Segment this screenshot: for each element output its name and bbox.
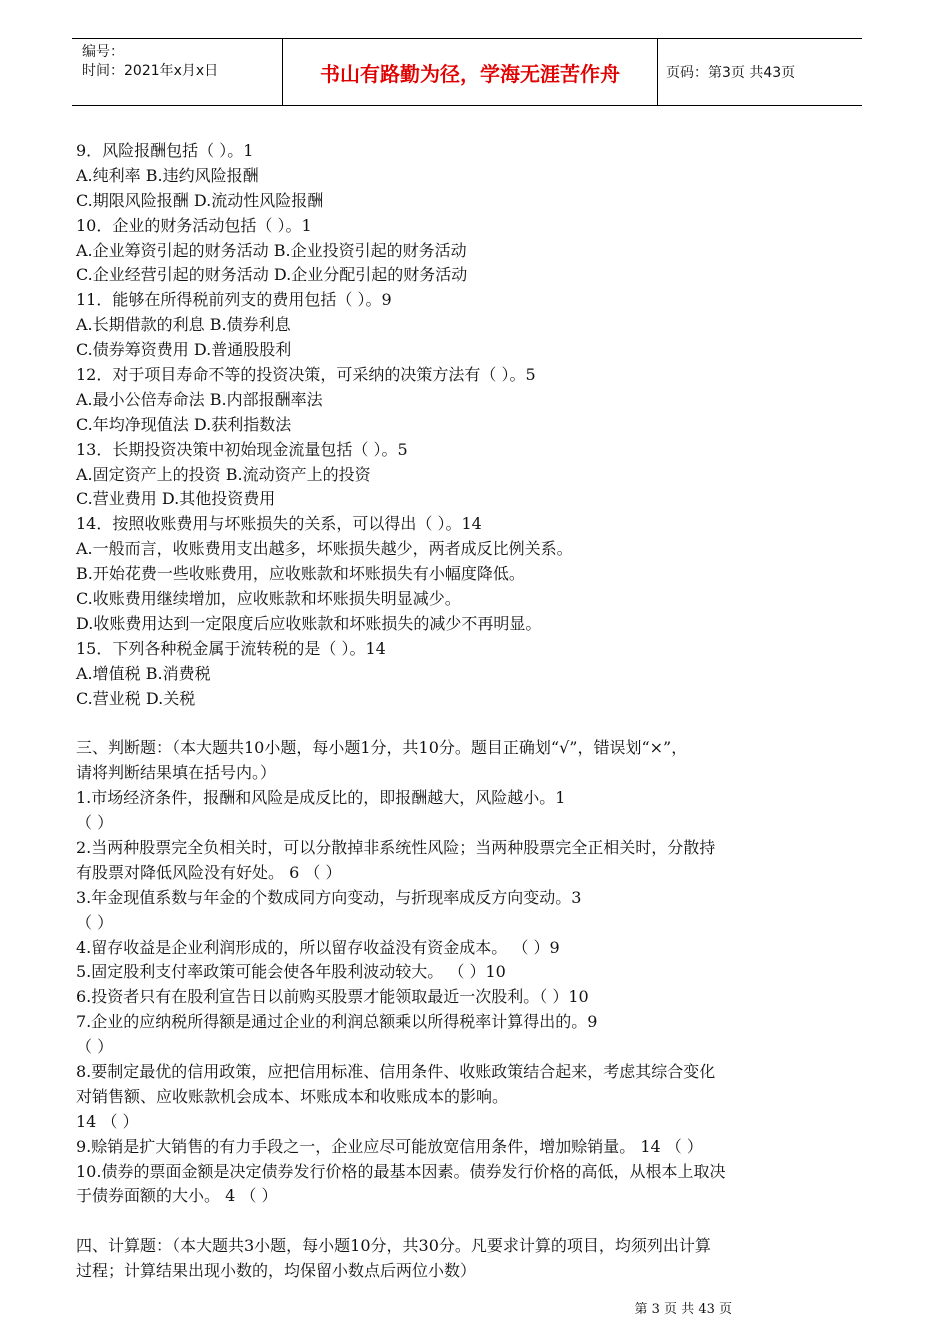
text-line: 11．能够在所得税前列支的费用包括（ ）。9 [76,290,392,310]
text-line: 四、计算题：（本大题共3小题，每小题10分，共30分。凡要求计算的项目，均须列出计算 [76,1236,711,1256]
text-line: （ ） [76,1037,114,1057]
text-line: C.营业税 D.关税 [76,688,196,708]
text-line: C.年均净现值法 D.获利指数法 [76,414,292,434]
text-line: 10．企业的财务活动包括（ ）。1 [76,215,312,235]
text-line: 5.固定股利支付率政策可能会使各年股利波动较大。 （ ）10 [76,962,506,982]
text-line: C.期限风险报酬 D.流动性风险报酬 [76,190,324,210]
text-line: 4.留存收益是企业利润形成的，所以留存收益没有资金成本。 （ ）9 [76,937,560,957]
text-line: A.企业筹资引起的财务活动 B.企业投资引起的财务活动 [76,240,467,260]
text-line: A.长期借款的利息 B.债券利息 [76,315,291,335]
text-line: 三、判断题：（本大题共10小题，每小题1分，共10分。题目正确划“√”，错误划“×”， [76,738,688,758]
text-line: 有股票对降低风险没有好处。 6 （ ） [76,862,342,882]
blank-line [76,711,866,736]
text-line: 9.赊销是扩大销售的有力手段之一，企业应尽可能放宽信用条件，增加赊销量。 14 （ ） [76,1136,703,1156]
text-line: C.债券筹资费用 D.普通股股利 [76,340,292,360]
text-line: 6.投资者只有在股利宣告日以前购买股票才能领取最近一次股利。（ ）10 [76,987,589,1007]
blank-line [76,1209,866,1234]
header-page-info: 页码：第3页 共43页 [666,65,796,81]
text-line: A.最小公倍寿命法 B.内部报酬率法 [76,389,323,409]
text-line: B.开始花费一些收账费用，应收账款和坏账损失有小幅度降低。 [76,564,525,584]
text-line: 9．风险报酬包括（ ）。1 [76,141,254,160]
header-motto: 书山有路勤为径，学海无涯苦作舟 [283,39,658,105]
text-line: 过程；计算结果出现小数的，均保留小数点后两位小数） [76,1261,477,1281]
text-line: C.营业费用 D.其他投资费用 [76,489,276,509]
text-line: 12．对于项目寿命不等的投资决策，可采纳的决策方法有（ ）。5 [76,365,536,385]
text-line: A.一般而言，收账费用支出越多，坏账损失越少，两者成反比例关系。 [76,539,573,559]
text-line: A.纯利率 B.违约风险报酬 [76,165,259,185]
text-line: （ ） [76,813,114,833]
text-line: D.收账费用达到一定限度后应收账款和坏账损失的减少不再明显。 [76,613,542,633]
number-label: 编号： [82,44,124,60]
text-line: 3.年金现值系数与年金的个数成同方向变动，与折现率成反方向变动。3 [76,887,582,907]
text-line: C.企业经营引起的财务活动 D.企业分配引起的财务活动 [76,265,468,285]
text-line: 14．按照收账费用与坏账损失的关系，可以得出（ ）。14 [76,514,482,534]
page-footer: 第 3 页 共 43 页 [634,1302,732,1317]
time-label: 时间：2021年x月x日 [82,63,219,79]
text-line: 请将判断结果填在括号内。） [76,763,277,783]
page-header [72,38,862,106]
document-body [76,139,866,1284]
text-line: 2.当两种股票完全负相关时，可以分散掉非系统性风险；当两种股票完全正相关时，分散持 [76,837,716,857]
text-line: 15．下列各种税金属于流转税的是（ ）。14 [76,638,386,658]
text-line: 10.债券的票面金额是决定债券发行价格的最基本因素。债券发行价格的高低，从根本上取决 [76,1161,726,1181]
text-line: 7.企业的应纳税所得额是通过企业的利润总额乘以所得税率计算得出的。9 [76,1012,598,1032]
text-line: 于债券面额的大小。 4 （ ） [76,1186,278,1206]
text-line: 对销售额、应收账款机会成本、坏账成本和收账成本的影响。 [76,1086,509,1106]
text-line: A.增值税 B.消费税 [76,663,211,683]
text-line: C.收账费用继续增加，应收账款和坏账损失明显减少。 [76,589,461,609]
text-line: 1.市场经济条件，报酬和风险是成反比的，即报酬越大，风险越小。1 [76,788,566,808]
text-line: 8.要制定最优的信用政策，应把信用标准、信用条件、收账政策结合起来，考虑其综合变化 [76,1061,716,1081]
text-line: 13．长期投资决策中初始现金流量包括（ ）。5 [76,439,408,459]
text-line: A.固定资产上的投资 B.流动资产上的投资 [76,464,371,484]
header-meta [72,39,283,105]
text-line: （ ） [76,912,114,932]
text-line: 14 （ ） [76,1111,139,1131]
